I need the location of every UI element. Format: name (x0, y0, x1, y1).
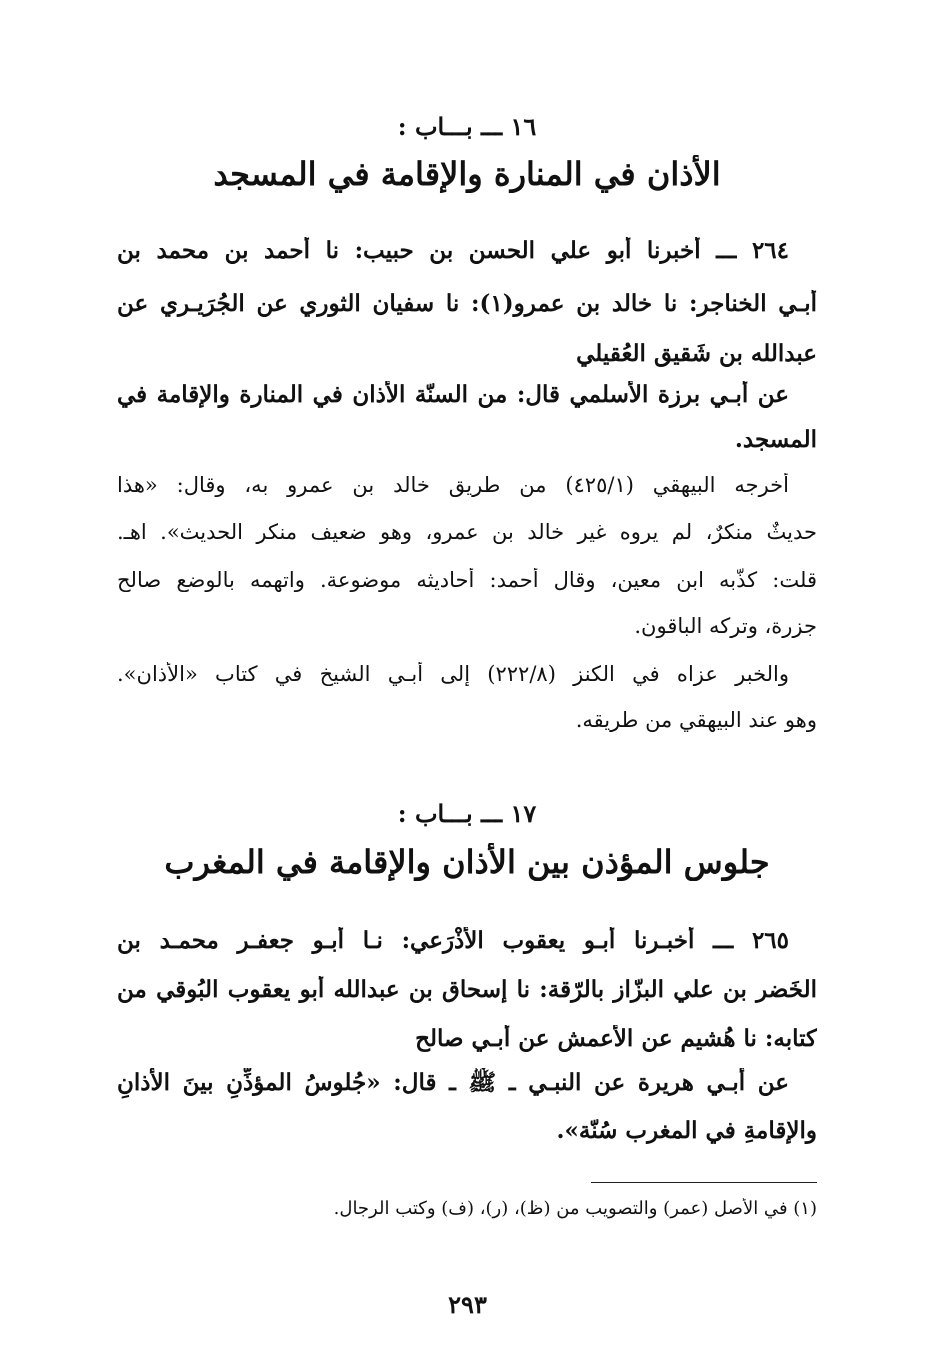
hadith-265-matn-line-1: عن أبـي هريرة عن النبـي ـ ﷺ ـ قال: «جُلوسُ المؤذِّنِ بينَ الأذانِ (117, 1069, 789, 1096)
hadith-265-line-3: كتابه: نا هُشيم عن الأعمش عن أبـي صالح (415, 1025, 817, 1052)
hadith-264-matn-line-1: عن أبـي برزة الأسلمي قال: من السنّة الأذان في المنارة والإقامة في (117, 381, 789, 408)
commentary-line-1: أخرجه البيهقي (٤٢٥/١) من طريق خالد بن عمرو به، وقال: «هذا (117, 473, 789, 497)
hadith-265-line-1: ٢٦٥ ـــ أخبـرنا أبـو يعقوب الأَذْرَعي: نـا أبـو جعفـر محمـد بن (117, 927, 789, 954)
hadith-265-matn-line-2: والإقامةِ في المغرب سُنّة». (556, 1117, 817, 1144)
commentary-line-5: والخبر عزاه في الكنز (٢٢٢/٨) إلى أبـي الشيخ في كتاب «الأذان». (117, 662, 789, 686)
footnote-separator (591, 1182, 817, 1183)
footnote-1: (١) في الأصل (عمر) والتصويب من (ظ)، (ر)، (ف) وكتب الرجال. (333, 1198, 817, 1219)
commentary-line-4: جزرة، وتركه الباقون. (634, 614, 817, 638)
commentary-line-2: حديثٌ منكرٌ، لم يروه غير خالد بن عمرو، وهو ضعيف منكر الحديث». اهـ. (117, 520, 817, 544)
chapter-title-17: جلوس المؤذن بين الأذان والإقامة في المغرب (164, 843, 770, 881)
chapter-heading-17: ١٧ ـــ بـــاب : (397, 799, 537, 828)
commentary-line-3: قلت: كذّبه ابن معين، وقال أحمد: أحاديثه موضوعة. واتهمه بالوضع صالح (117, 568, 817, 592)
hadith-264-line-1: ٢٦٤ ـــ أخبرنا أبو علي الحسن بن حبيب: نا أحمد بن محمد بن (117, 237, 789, 264)
hadith-264-matn-line-2: المسجد. (734, 426, 817, 453)
page-number: ٢٩٣ (448, 1290, 487, 1319)
chapter-title-16: الأذان في المنارة والإقامة في المسجد (213, 155, 721, 193)
hadith-264-line-3: عبدالله بن شَقيق العُقيلي (576, 340, 817, 367)
hadith-265-line-2: الخَضر بن علي البزّاز بالرّقة: نا إسحاق بن عبدالله أبو يعقوب البُوقي من (117, 976, 817, 1003)
hadith-264-line-2: أبـي الخناجر: نا خالد بن عمرو(١): نا سفيان الثوري عن الجُرَيـري عن (117, 290, 817, 317)
commentary-line-6: وهو عند البيهقي من طريقه. (575, 708, 817, 732)
chapter-heading-16: ١٦ ـــ بـــاب : (397, 112, 537, 141)
